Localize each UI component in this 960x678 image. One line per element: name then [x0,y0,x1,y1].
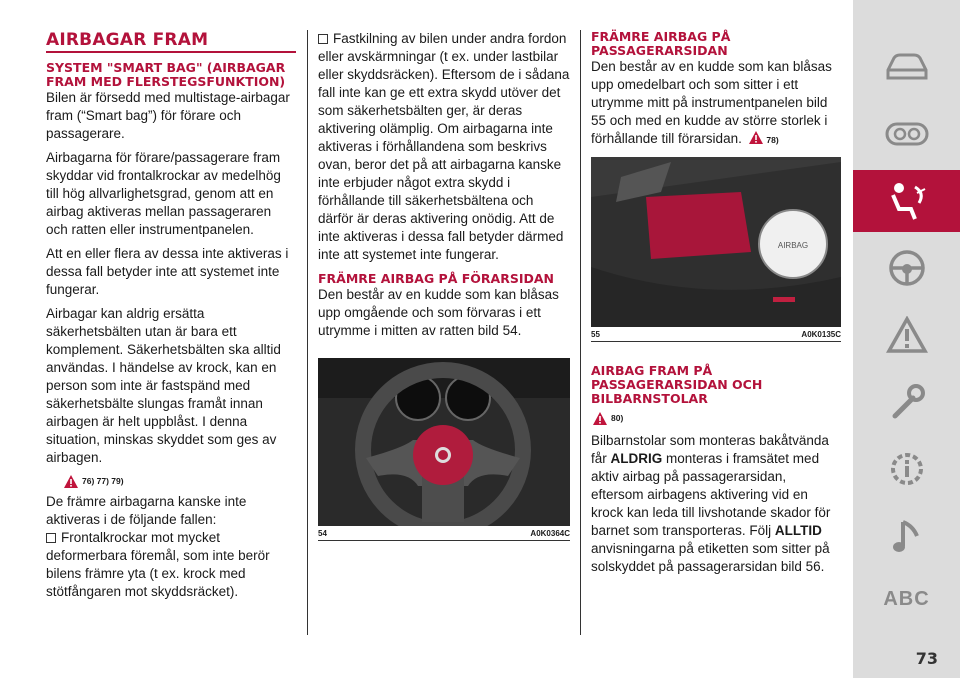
tab-emergency[interactable] [853,371,960,433]
column-divider [307,30,308,635]
bullet-box-icon [318,34,328,44]
paragraph: Den består av en kudde som kan blåsas upp omgående och som förvaras i ett utrymme i mitten av ratten bild 54. [318,287,559,338]
figure-code: A0K0135C [801,330,841,339]
dashboard-icon [884,119,930,149]
figure-caption [591,327,841,342]
tab-index[interactable] [853,568,960,630]
abc-index-label: ABC [883,587,930,610]
tab-multimedia[interactable] [853,505,960,567]
tab-warning[interactable] [853,304,960,366]
paragraph: De främre airbagarna kanske inte aktiveras i de följande fallen: [46,494,247,527]
gear-info-icon [887,449,927,489]
bullet-item: Frontalkrockar mot mycket deformerbara föremål, som inte berör bilens främre yta (t ex. krock med stötfångaren mot skyddsräcket). [46,530,270,599]
subsection-heading: AIRBAG FRAM PÅ PASSAGERARSIDAN OCH BILBARNSTOLAR [591,363,763,406]
tab-maintenance[interactable] [853,438,960,500]
subsection-heading: SYSTEM "SMART BAG" (AIRBAGAR FRAM MED FLERSTEGSFUNKTION) [46,60,286,89]
tab-safety[interactable] [853,170,960,232]
tab-dashboard[interactable] [853,103,960,165]
tab-starting-driving[interactable] [853,237,960,299]
paragraph: Bilen är försedd med multistage-airbagar fram (“Smart bag”) för förare och passagerare. [46,90,290,141]
warning-triangle-icon [886,316,928,354]
car-icon [884,52,930,82]
paragraph: Att en eller flera av dessa inte aktiveras i dessa fall betyder inte att systemet inte fungerar. [46,246,289,297]
figure-55-dashboard-airbag [591,157,841,327]
warning-ref-text: 78) [766,135,779,145]
tab-car[interactable] [853,36,960,98]
subsection-heading: FRÄMRE AIRBAG PÅ PASSAGERARSIDAN [591,29,731,58]
paragraph: Airbagarna för förare/passagerare fram skyddar vid frontalkrockar av medelhög till hög allvarlighetsgrad, genom att en airbag aktiveras mellan passageraren och ratten eller instrumentpanelen. [46,150,281,237]
column-1 [46,30,296,601]
dashboard-airbag-image [591,157,841,327]
music-note-icon [889,516,925,556]
warning-icon [749,131,763,144]
paragraph: Bilbarnstolar som monteras bakåtvända får ALDRIG monteras i framsätet med aktiv airbag på passagerarsidan, eftersom airbagens aktivering vid en krock kan leda till livshotande skador för barnet som transporteras. Följ ALLTID anvisningarna på etiketten som sitter på solskyddet på passagerarsidan bild 56. [591,433,831,574]
steering-wheel-icon [887,248,927,288]
steering-wheel-image [318,358,570,526]
bullet-box-icon [46,533,56,543]
section-title: AIRBAGAR FRAM [46,30,296,53]
column-2 [318,30,570,541]
figure-caption [318,526,570,541]
wrench-icon [887,382,927,422]
airbag-label: AIRBAG [777,241,809,250]
column-3 [591,30,841,576]
figure-54-steering-wheel [318,358,570,526]
figure-number: 55 [591,330,600,339]
warning-reference [593,408,841,428]
paragraph: Den består av en kudde som kan blåsas upp omedelbart och som sitter i ett utrymme mitt på instrumentpanelen bild 55 och med en kudde av större storlek i förhållande till förarsidan. 78) [591,59,832,146]
bullet-item: Fastkilning av bilen under andra fordon eller avskärmningar (t ex. under lastbilar eller skyddsräcken). Eftersom de i sådana fall inte kan ge ett extra skydd utöver det som säkerhetsbälten ger, är deras aktivering olämplig. Om airbagarna inte aktiveras i förhållandena som beskrivs ovan, beror det på att airbagarna kanske inte erbjuder något extra skydd i förhållande till säkerhetsbältena och därför är deras aktivering onödig. Att de inte aktiveras i dessa fall betyder därmed inte att systemet inte fungerar. [318,31,570,262]
warning-icon [64,475,78,488]
paragraph: Airbagar kan aldrig ersätta säkerhetsbälten utan är bara ett komplement. Säkerhetsbälten ska alltid användas. I händelse av krock, kan en person som inte är fastspänd med säkerhetsbälte slungas framåt innan airbagen är helt uppblåst. I denna situation, minskas skyddet som ges av airbagen. [46,306,281,465]
warning-ref-text: 76) 77) 79) [82,476,124,486]
warning-ref-text: 80) [611,413,624,423]
figure-code: A0K0364C [530,529,570,538]
chapter-sidebar [853,0,960,678]
page-number: 73 [915,649,938,668]
airbag-seat-icon [885,181,929,221]
column-divider [580,30,581,635]
warning-reference [64,471,296,491]
figure-number: 54 [318,529,327,538]
subsection-heading: FRÄMRE AIRBAG PÅ FÖRARSIDAN [318,271,554,286]
warning-icon [593,412,607,425]
